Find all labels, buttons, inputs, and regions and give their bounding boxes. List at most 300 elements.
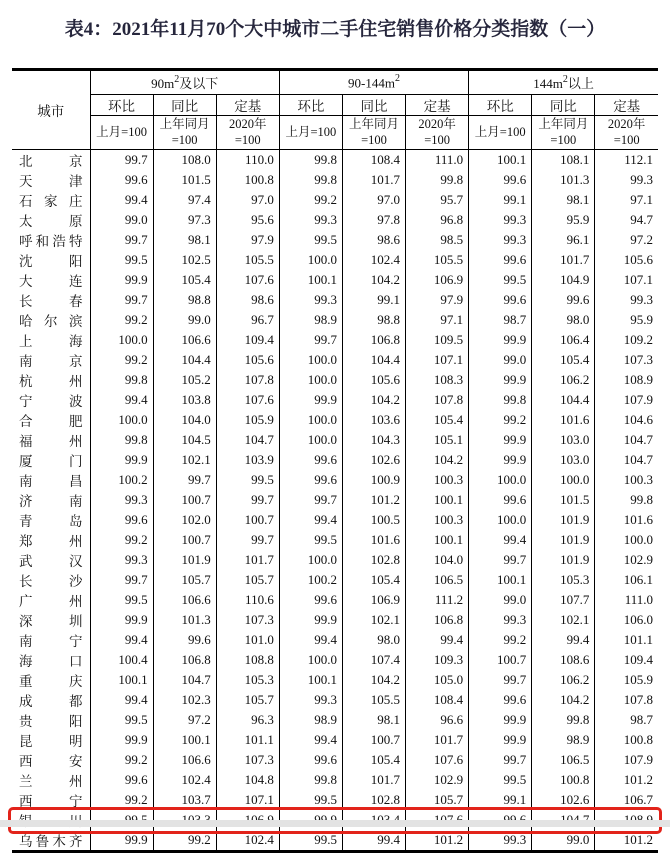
- index-value: 109.5: [406, 330, 469, 350]
- index-value: 100.7: [153, 490, 216, 510]
- index-value: 101.7: [342, 770, 405, 790]
- index-value: 98.5: [406, 230, 469, 250]
- index-value: 110.0: [216, 150, 279, 171]
- table-title: 表4：2021年11月70个大中城市二手住宅销售价格分类指数（一）: [64, 19, 606, 40]
- index-value: 99.9: [90, 270, 153, 290]
- index-value: 99.7: [216, 530, 279, 550]
- index-value: 100.1: [153, 730, 216, 750]
- index-value: 104.2: [342, 270, 405, 290]
- index-value: 107.8: [216, 370, 279, 390]
- index-value: 100.0: [469, 470, 532, 490]
- index-value: 99.9: [469, 370, 532, 390]
- base-header-2020: 2020年 =100: [216, 116, 279, 150]
- index-value: 99.9: [90, 730, 153, 750]
- index-value: 99.7: [90, 290, 153, 310]
- index-value: 97.1: [406, 310, 469, 330]
- index-value: 95.6: [216, 210, 279, 230]
- metric-header-mom: 环比: [279, 95, 342, 116]
- city-name: 太原: [19, 214, 83, 229]
- index-value: 105.9: [595, 670, 658, 690]
- index-value: 100.1: [406, 490, 469, 510]
- index-value: 99.8: [279, 770, 342, 790]
- index-value: 105.4: [532, 350, 595, 370]
- index-value: 104.7: [595, 450, 658, 470]
- index-value: 105.6: [216, 350, 279, 370]
- index-value: 100.5: [342, 510, 405, 530]
- table-row: [12, 550, 658, 570]
- index-value: 99.8: [532, 710, 595, 730]
- index-value: 101.2: [406, 830, 469, 852]
- index-value: 99.4: [406, 630, 469, 650]
- index-value: 98.6: [342, 230, 405, 250]
- index-value: 100.0: [279, 250, 342, 270]
- index-value: 101.7: [216, 550, 279, 570]
- price-index-table: [12, 68, 658, 853]
- index-value: 99.6: [532, 290, 595, 310]
- index-value: 109.2: [595, 330, 658, 350]
- index-value: 99.6: [469, 490, 532, 510]
- index-value: 99.6: [153, 630, 216, 650]
- city-name: 呼和浩特: [19, 234, 83, 249]
- table-row: [12, 830, 658, 852]
- index-value: 107.3: [595, 350, 658, 370]
- group-header-90-144m2: [279, 70, 468, 95]
- base-header-same-month-last-year: 上年同月 =100: [153, 116, 216, 150]
- index-value: 104.0: [153, 410, 216, 430]
- metric-header-mom: 环比: [469, 95, 532, 116]
- index-value: 99.5: [279, 530, 342, 550]
- page-bottom-edge: [0, 820, 670, 827]
- index-value: 99.1: [469, 790, 532, 810]
- index-value: 101.3: [153, 610, 216, 630]
- index-value: 101.7: [406, 730, 469, 750]
- index-value: 108.0: [153, 150, 216, 171]
- index-value: 97.4: [153, 190, 216, 210]
- table-body: [12, 150, 658, 852]
- table-row: [12, 430, 658, 450]
- index-value: 99.8: [469, 390, 532, 410]
- index-value: 105.7: [216, 690, 279, 710]
- table-row: [12, 230, 658, 250]
- index-value: 97.2: [595, 230, 658, 250]
- table-row: [12, 190, 658, 210]
- city-name: 长春: [19, 294, 83, 309]
- superscript-2: 2: [562, 73, 568, 85]
- index-value: 99.8: [279, 170, 342, 190]
- index-value: 108.9: [595, 370, 658, 390]
- index-value: 101.5: [532, 490, 595, 510]
- index-value: 103.7: [153, 790, 216, 810]
- index-value: 105.4: [153, 270, 216, 290]
- index-value: 101.9: [532, 550, 595, 570]
- table-row: [12, 290, 658, 310]
- index-value: 101.9: [532, 510, 595, 530]
- index-value: 99.6: [469, 250, 532, 270]
- superscript-2: 2: [394, 72, 400, 84]
- index-value: 100.0: [279, 550, 342, 570]
- index-value: 104.7: [595, 430, 658, 450]
- index-value: 99.9: [279, 610, 342, 630]
- index-value: 100.0: [90, 330, 153, 350]
- metric-header-fixed-base: 定基: [595, 95, 658, 116]
- table-row: [12, 470, 658, 490]
- index-value: 99.3: [469, 210, 532, 230]
- table-row: [12, 790, 658, 810]
- index-value: 102.4: [216, 830, 279, 852]
- index-value: 99.4: [90, 690, 153, 710]
- base-header-same-month-last-year: 上年同月 =100: [532, 116, 595, 150]
- index-value: 103.0: [532, 430, 595, 450]
- index-value: 98.9: [279, 710, 342, 730]
- index-value: 99.2: [90, 790, 153, 810]
- index-value: 99.6: [469, 170, 532, 190]
- index-value: 100.1: [90, 670, 153, 690]
- superscript-2: 2: [174, 73, 180, 85]
- index-value: 99.3: [279, 690, 342, 710]
- table-row: [12, 710, 658, 730]
- city-name: 兰州: [19, 774, 83, 789]
- city-name: 南昌: [19, 474, 83, 489]
- metric-header-yoy: 同比: [153, 95, 216, 116]
- group-label-suffix: 及以下: [179, 76, 219, 91]
- index-value: 105.7: [216, 570, 279, 590]
- index-value: 102.3: [153, 690, 216, 710]
- group-label-suffix: 以上: [567, 76, 594, 91]
- index-value: 97.3: [153, 210, 216, 230]
- index-value: 98.9: [279, 310, 342, 330]
- index-value: 99.3: [90, 550, 153, 570]
- index-value: 102.4: [342, 250, 405, 270]
- index-value: 107.6: [406, 750, 469, 770]
- index-value: 107.6: [216, 270, 279, 290]
- index-value: 99.6: [469, 290, 532, 310]
- index-value: 99.2: [90, 310, 153, 330]
- index-value: 98.7: [469, 310, 532, 330]
- table-row: [12, 770, 658, 790]
- index-value: 100.1: [469, 570, 532, 590]
- index-value: 99.9: [279, 390, 342, 410]
- city-name: 济南: [19, 494, 83, 509]
- city-name: 乌鲁木齐: [19, 834, 83, 849]
- index-value: 99.5: [216, 470, 279, 490]
- index-value: 105.4: [406, 410, 469, 430]
- index-value: 101.2: [342, 490, 405, 510]
- table-row: [12, 170, 658, 190]
- index-value: 100.7: [216, 510, 279, 530]
- city-name: 海口: [19, 654, 83, 669]
- index-value: 99.4: [279, 630, 342, 650]
- city-name: 深圳: [19, 614, 83, 629]
- index-value: 100.8: [216, 170, 279, 190]
- index-value: 99.0: [469, 590, 532, 610]
- index-value: 105.5: [216, 250, 279, 270]
- index-value: 96.8: [406, 210, 469, 230]
- index-value: 104.2: [406, 450, 469, 470]
- index-value: 99.3: [469, 610, 532, 630]
- city-name: 贵阳: [19, 714, 83, 729]
- index-value: 99.5: [469, 270, 532, 290]
- index-value: 99.8: [90, 430, 153, 450]
- index-value: 99.1: [342, 290, 405, 310]
- city-name: 北京: [19, 154, 83, 169]
- index-value: 99.8: [406, 170, 469, 190]
- index-value: 99.2: [469, 630, 532, 650]
- index-value: 99.9: [90, 610, 153, 630]
- index-value: 99.7: [216, 490, 279, 510]
- index-value: 98.7: [595, 710, 658, 730]
- index-value: 99.7: [469, 750, 532, 770]
- index-value: 100.0: [90, 410, 153, 430]
- index-value: 106.5: [532, 750, 595, 770]
- index-value: 100.7: [469, 650, 532, 670]
- index-value: 104.0: [406, 550, 469, 570]
- index-value: 95.9: [532, 210, 595, 230]
- index-value: 107.9: [595, 390, 658, 410]
- index-value: 107.3: [216, 610, 279, 630]
- index-value: 99.0: [153, 310, 216, 330]
- table-row: [12, 570, 658, 590]
- index-value: 99.5: [90, 710, 153, 730]
- index-value: 111.2: [406, 590, 469, 610]
- table-row: [12, 350, 658, 370]
- table-header: [12, 70, 658, 150]
- city-name: 天津: [19, 174, 83, 189]
- city-name: 沈阳: [19, 254, 83, 269]
- table-row: [12, 330, 658, 350]
- table-row: [12, 730, 658, 750]
- index-value: 102.8: [342, 550, 405, 570]
- index-value: 100.8: [532, 770, 595, 790]
- index-value: 96.6: [406, 710, 469, 730]
- table-row: [12, 250, 658, 270]
- index-value: 105.5: [342, 690, 405, 710]
- city-name: 广州: [19, 594, 83, 609]
- index-value: 99.3: [469, 230, 532, 250]
- index-value: 99.4: [279, 510, 342, 530]
- metric-header-fixed-base: 定基: [406, 95, 469, 116]
- index-value: 106.2: [532, 370, 595, 390]
- base-header-2020: 2020年 =100: [595, 116, 658, 150]
- index-value: 95.7: [406, 190, 469, 210]
- index-value: 101.9: [153, 550, 216, 570]
- index-value: 104.2: [342, 670, 405, 690]
- index-value: 99.9: [469, 330, 532, 350]
- index-value: 100.3: [406, 470, 469, 490]
- base-header-same-month-last-year: 上年同月 =100: [342, 116, 405, 150]
- index-value: 102.1: [153, 450, 216, 470]
- index-value: 99.5: [279, 790, 342, 810]
- index-value: 100.2: [90, 470, 153, 490]
- city-name: 南宁: [19, 634, 83, 649]
- index-value: 99.6: [279, 590, 342, 610]
- index-value: 99.4: [90, 390, 153, 410]
- city-name: 武汉: [19, 554, 83, 569]
- city-name: 西宁: [19, 794, 83, 809]
- index-value: 105.7: [406, 790, 469, 810]
- index-value: 107.7: [532, 590, 595, 610]
- index-value: 99.3: [595, 170, 658, 190]
- index-value: 95.9: [595, 310, 658, 330]
- city-name: 石家庄: [19, 194, 83, 209]
- index-value: 100.0: [279, 650, 342, 670]
- index-value: 99.7: [153, 470, 216, 490]
- index-value: 99.6: [279, 450, 342, 470]
- index-value: 100.0: [469, 510, 532, 530]
- index-value: 105.4: [342, 570, 405, 590]
- index-value: 105.3: [532, 570, 595, 590]
- index-value: 99.4: [90, 190, 153, 210]
- index-value: 101.7: [342, 170, 405, 190]
- index-value: 101.7: [532, 250, 595, 270]
- index-value: 101.2: [595, 830, 658, 852]
- index-value: 98.1: [342, 710, 405, 730]
- index-value: 98.8: [342, 310, 405, 330]
- table-row: [12, 650, 658, 670]
- index-value: 102.1: [342, 610, 405, 630]
- index-value: 102.8: [342, 790, 405, 810]
- index-value: 107.4: [342, 650, 405, 670]
- table-row: [12, 450, 658, 470]
- index-value: 101.2: [595, 770, 658, 790]
- index-value: 107.6: [216, 390, 279, 410]
- index-value: 99.7: [279, 490, 342, 510]
- index-value: 109.4: [595, 650, 658, 670]
- index-value: 99.5: [469, 770, 532, 790]
- index-value: 99.7: [90, 570, 153, 590]
- index-value: 101.6: [595, 510, 658, 530]
- index-value: 100.0: [279, 350, 342, 370]
- index-value: 99.5: [90, 590, 153, 610]
- city-name: 福州: [19, 434, 83, 449]
- index-value: 103.9: [216, 450, 279, 470]
- city-name: 上海: [19, 334, 83, 349]
- index-value: 104.4: [342, 350, 405, 370]
- index-value: 104.4: [153, 350, 216, 370]
- city-name: 成都: [19, 694, 83, 709]
- index-value: 97.1: [595, 190, 658, 210]
- index-value: 100.0: [279, 430, 342, 450]
- index-value: 101.1: [216, 730, 279, 750]
- city-name: 郑州: [19, 534, 83, 549]
- index-value: 107.8: [595, 690, 658, 710]
- index-value: 108.1: [532, 150, 595, 171]
- index-value: 99.9: [469, 730, 532, 750]
- index-value: 99.6: [469, 690, 532, 710]
- index-value: 99.3: [469, 830, 532, 852]
- index-value: 100.3: [406, 510, 469, 530]
- index-value: 102.6: [532, 790, 595, 810]
- index-value: 100.4: [90, 650, 153, 670]
- index-value: 105.2: [153, 370, 216, 390]
- index-value: 100.8: [595, 730, 658, 750]
- index-value: 100.0: [532, 470, 595, 490]
- index-value: 99.0: [90, 210, 153, 230]
- city-name: 哈尔滨: [19, 314, 83, 329]
- index-value: 99.8: [279, 150, 342, 171]
- index-value: 98.6: [216, 290, 279, 310]
- index-value: 99.9: [90, 450, 153, 470]
- index-value: 100.0: [595, 530, 658, 550]
- index-value: 97.0: [216, 190, 279, 210]
- table-row: [12, 690, 658, 710]
- index-value: 99.6: [90, 170, 153, 190]
- table-row: [12, 210, 658, 230]
- index-value: 98.8: [153, 290, 216, 310]
- index-value: 102.9: [595, 550, 658, 570]
- index-value: 105.7: [153, 570, 216, 590]
- table-row: [12, 530, 658, 550]
- index-value: 101.5: [153, 170, 216, 190]
- index-value: 109.3: [406, 650, 469, 670]
- index-value: 102.0: [153, 510, 216, 530]
- index-value: 99.6: [90, 510, 153, 530]
- index-value: 103.8: [153, 390, 216, 410]
- index-value: 99.9: [469, 430, 532, 450]
- index-value: 98.1: [153, 230, 216, 250]
- index-value: 99.7: [469, 670, 532, 690]
- table-row: [12, 150, 658, 171]
- index-value: 106.9: [342, 590, 405, 610]
- index-value: 100.1: [469, 150, 532, 171]
- index-value: 97.2: [153, 710, 216, 730]
- city-name: 青岛: [19, 514, 83, 529]
- index-value: 101.6: [342, 530, 405, 550]
- metric-header-yoy: 同比: [532, 95, 595, 116]
- index-value: 106.8: [342, 330, 405, 350]
- table-row: [12, 490, 658, 510]
- index-value: 106.0: [595, 610, 658, 630]
- index-value: 104.7: [216, 430, 279, 450]
- index-value: 99.2: [90, 750, 153, 770]
- index-value: 99.7: [279, 330, 342, 350]
- index-value: 99.0: [469, 350, 532, 370]
- index-value: 104.8: [216, 770, 279, 790]
- index-value: 101.1: [595, 630, 658, 650]
- index-value: 99.4: [532, 630, 595, 650]
- index-value: 99.4: [342, 830, 405, 852]
- index-value: 107.3: [216, 750, 279, 770]
- index-value: 108.3: [406, 370, 469, 390]
- table-row: [12, 270, 658, 290]
- index-value: 106.9: [406, 270, 469, 290]
- city-name: 重庆: [19, 674, 83, 689]
- index-value: 105.6: [595, 250, 658, 270]
- index-value: 99.9: [90, 830, 153, 852]
- index-value: 111.0: [406, 150, 469, 171]
- index-value: 105.9: [216, 410, 279, 430]
- index-value: 97.0: [342, 190, 405, 210]
- table-row: [12, 310, 658, 330]
- index-value: 109.4: [216, 330, 279, 350]
- index-value: 106.6: [153, 330, 216, 350]
- table-row: [12, 590, 658, 610]
- index-value: 107.1: [216, 790, 279, 810]
- index-value: 99.3: [279, 210, 342, 230]
- index-value: 104.7: [153, 670, 216, 690]
- index-value: 106.6: [153, 750, 216, 770]
- index-value: 98.0: [342, 630, 405, 650]
- index-value: 99.2: [90, 350, 153, 370]
- index-value: 106.6: [153, 590, 216, 610]
- index-value: 106.2: [532, 670, 595, 690]
- index-value: 100.1: [279, 670, 342, 690]
- index-value: 99.7: [469, 550, 532, 570]
- base-header-prev-month: 上月=100: [469, 116, 532, 150]
- index-value: 106.8: [406, 610, 469, 630]
- base-header-prev-month: 上月=100: [279, 116, 342, 150]
- base-header-prev-month: 上月=100: [90, 116, 153, 150]
- index-value: 102.4: [153, 770, 216, 790]
